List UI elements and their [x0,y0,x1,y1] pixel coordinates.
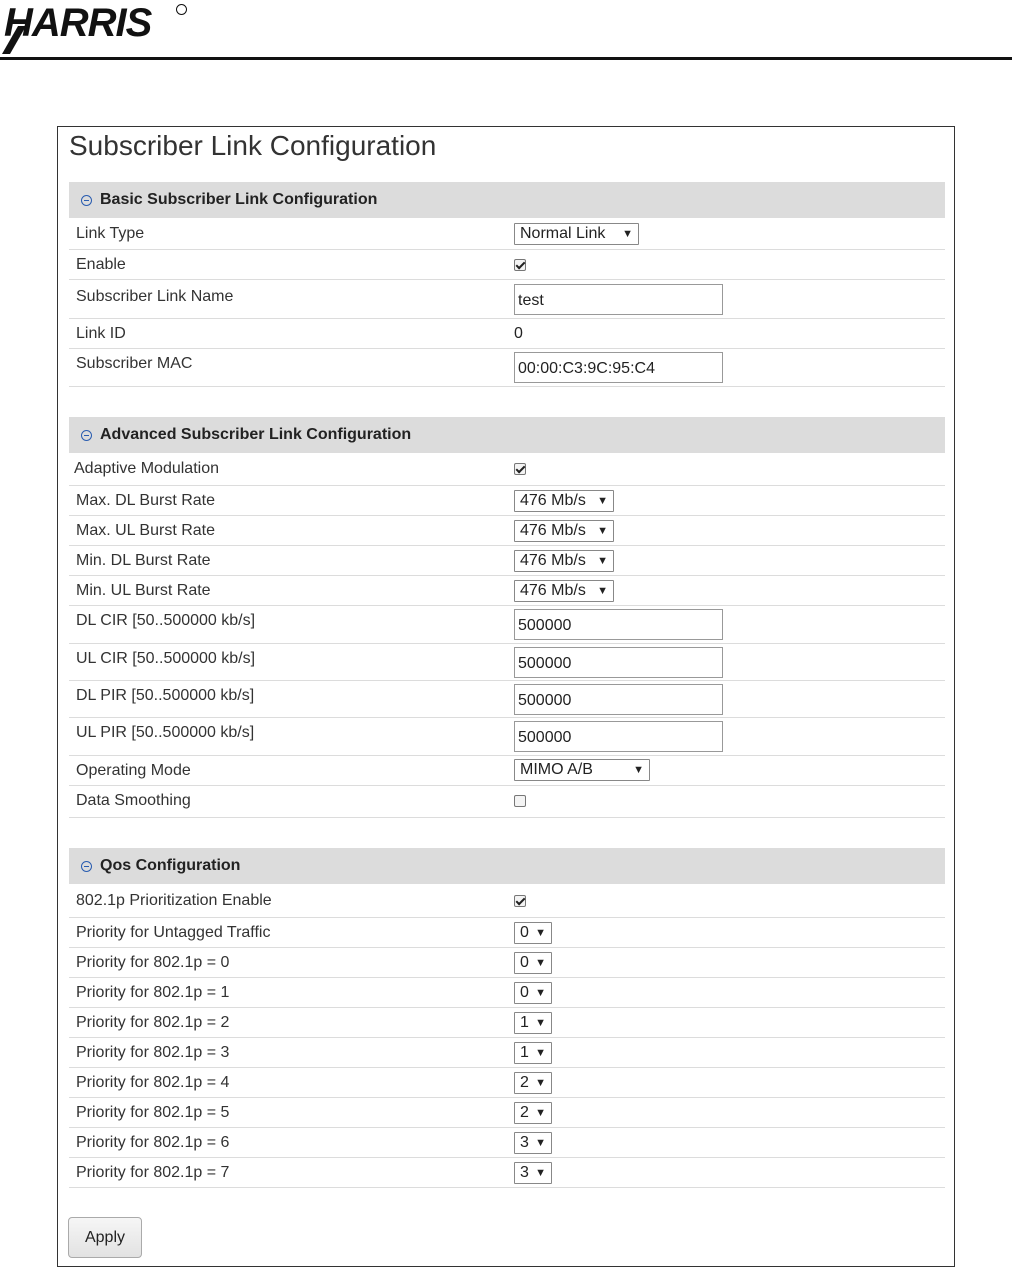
priority-label: Priority for 802.1p = 6 [76,1134,230,1151]
max-dl-value: 476 Mb/s [520,492,586,509]
link-id-value: 0 [514,325,523,342]
row-ul-pir [69,718,945,756]
adaptive-checkbox[interactable] [514,463,526,475]
row-op-mode [69,756,945,786]
row-priority [69,1008,945,1038]
row-dl-cir [69,606,945,644]
priority-value: 1 [520,1014,529,1031]
link-id-label: Link ID [76,325,126,342]
priority-value: 0 [520,954,529,971]
row-max-ul [69,516,945,546]
row-min-dl [69,546,945,576]
row-dl-pir [69,681,945,718]
brand-header [0,0,1012,62]
dropdown-arrow-icon: ▼ [535,987,546,999]
row-priority [69,918,945,948]
row-priority [69,1098,945,1128]
row-priority [69,1128,945,1158]
page-title: Subscriber Link Configuration [69,130,437,161]
link-name-input[interactable]: test [514,284,723,315]
priority-select[interactable] [514,1132,552,1154]
dropdown-arrow-icon: ▼ [535,1137,546,1149]
dl-pir-label: DL PIR [50..500000 kb/s] [76,687,255,704]
harris-logo: HARRIS [4,1,152,45]
dropdown-arrow-icon: ▼ [535,1167,546,1179]
row-smoothing [69,786,945,818]
priority-value: 0 [520,984,529,1001]
max-dl-label: Max. DL Burst Rate [76,492,216,509]
priority-label: Priority for 802.1p = 2 [76,1014,230,1031]
dropdown-arrow-icon: ▼ [597,525,608,537]
priority-value: 1 [520,1044,529,1061]
priority-value: 0 [520,924,529,941]
row-link-type [69,220,945,250]
enable-label: Enable [76,256,126,273]
priority-label: Priority for 802.1p = 0 [76,954,230,971]
dropdown-arrow-icon: ▼ [535,1077,546,1089]
priority-value: 3 [520,1164,529,1181]
min-dl-value: 476 Mb/s [520,552,586,569]
priority-label: Priority for 802.1p = 7 [76,1164,230,1181]
priority-label: Priority for 802.1p = 4 [76,1074,230,1091]
min-dl-label: Min. DL Burst Rate [76,552,211,569]
section-qos-title: Qos Configuration [100,857,241,874]
max-dl-select[interactable] [514,490,614,512]
collapse-minus-icon[interactable] [81,195,92,206]
dl-pir-input[interactable]: 500000 [514,684,723,715]
adaptive-label: Adaptive Modulation [74,460,219,477]
dropdown-arrow-icon: ▼ [535,957,546,969]
row-priority [69,1068,945,1098]
section-advanced-title: Advanced Subscriber Link Configuration [100,426,412,443]
ul-cir-input[interactable]: 500000 [514,647,723,678]
link-name-label: Subscriber Link Name [76,288,234,305]
section-basic-header[interactable] [69,182,945,218]
row-link-name [69,280,945,319]
section-qos-header[interactable] [69,848,945,884]
row-enable [69,250,945,280]
section-basic-title: Basic Subscriber Link Configuration [100,191,378,208]
collapse-minus-icon[interactable] [81,861,92,872]
dropdown-arrow-icon: ▼ [597,495,608,507]
row-min-ul [69,576,945,606]
priority-label: Priority for 802.1p = 5 [76,1104,230,1121]
priority-select[interactable] [514,1042,552,1064]
row-priority [69,1158,945,1188]
min-dl-select[interactable] [514,550,614,572]
op-mode-label: Operating Mode [76,762,191,779]
priority-select[interactable] [514,1072,552,1094]
dropdown-arrow-icon: ▼ [535,927,546,939]
apply-button[interactable]: Apply [68,1217,142,1258]
row-priority [69,978,945,1008]
priority-select[interactable] [514,922,552,944]
link-type-value: Normal Link [520,225,606,242]
dl-cir-input[interactable]: 500000 [514,609,723,640]
priority-value: 3 [520,1134,529,1151]
prio-enable-checkbox[interactable] [514,895,526,907]
ul-pir-input[interactable]: 500000 [514,721,723,752]
row-mac [69,349,945,387]
dropdown-arrow-icon: ▼ [535,1017,546,1029]
min-ul-value: 476 Mb/s [520,582,586,599]
priority-select[interactable] [514,1102,552,1124]
max-ul-value: 476 Mb/s [520,522,586,539]
dropdown-arrow-icon: ▼ [633,764,644,776]
min-ul-label: Min. UL Burst Rate [76,582,211,599]
min-ul-select[interactable] [514,580,614,602]
prio-enable-label: 802.1p Prioritization Enable [76,892,272,909]
dropdown-arrow-icon: ▼ [535,1107,546,1119]
row-ul-cir [69,644,945,681]
row-adaptive [69,454,945,486]
section-advanced-header[interactable] [69,417,945,453]
link-type-label: Link Type [76,225,145,242]
row-priority [69,948,945,978]
link-type-select[interactable] [514,223,639,245]
priority-value: 2 [520,1104,529,1121]
row-link-id [69,319,945,349]
priority-select[interactable] [514,952,552,974]
dropdown-arrow-icon: ▼ [597,585,608,597]
header-divider [0,57,1012,60]
op-mode-value: MIMO A/B [520,761,593,778]
row-priority [69,1038,945,1068]
dropdown-arrow-icon: ▼ [597,555,608,567]
priority-select[interactable] [514,1162,552,1184]
priority-label: Priority for Untagged Traffic [76,924,271,941]
priority-label: Priority for 802.1p = 1 [76,984,230,1001]
dl-cir-label: DL CIR [50..500000 kb/s] [76,612,256,629]
mac-label: Subscriber MAC [76,355,193,372]
ul-cir-label: UL CIR [50..500000 kb/s] [76,650,256,667]
dropdown-arrow-icon: ▼ [535,1047,546,1059]
max-ul-label: Max. UL Burst Rate [76,522,216,539]
ul-pir-label: UL PIR [50..500000 kb/s] [76,724,255,741]
smoothing-label: Data Smoothing [76,792,191,809]
registered-mark-icon [176,4,187,15]
priority-select[interactable] [514,1012,552,1034]
mac-input[interactable]: 00:00:C3:9C:95:C4 [514,352,723,383]
priority-select[interactable] [514,982,552,1004]
row-prio-enable [69,886,945,918]
collapse-minus-icon[interactable] [81,430,92,441]
enable-checkbox[interactable] [514,259,526,271]
max-ul-select[interactable] [514,520,614,542]
smoothing-checkbox[interactable] [514,795,526,807]
dropdown-arrow-icon: ▼ [622,228,633,240]
op-mode-select[interactable] [514,759,650,781]
priority-label: Priority for 802.1p = 3 [76,1044,230,1061]
row-max-dl [69,486,945,516]
priority-value: 2 [520,1074,529,1091]
config-panel [57,126,955,1267]
